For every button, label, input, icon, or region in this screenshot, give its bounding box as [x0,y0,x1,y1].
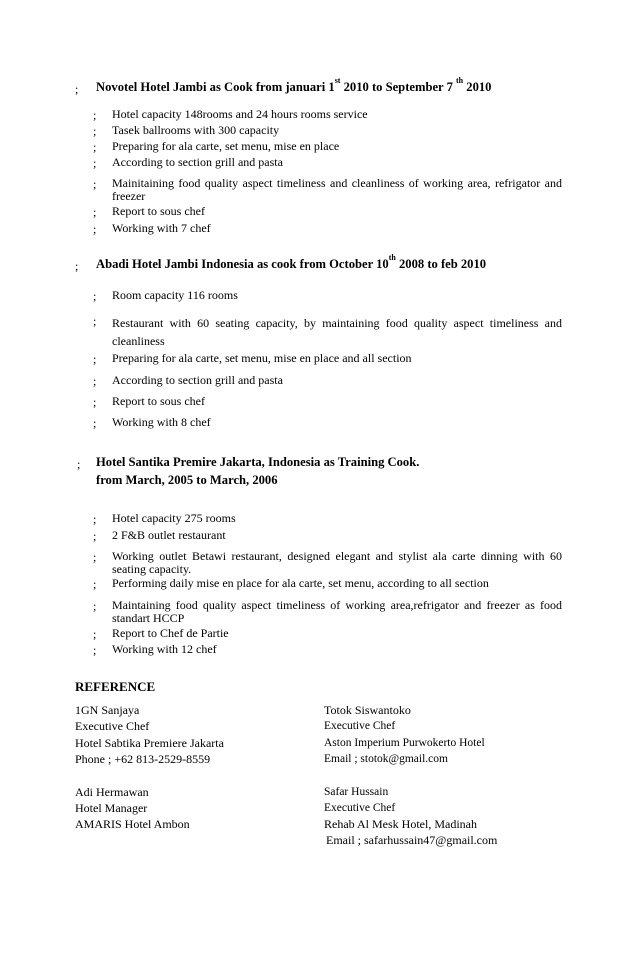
bullet: ; [93,177,97,191]
ref-email: Email ; safarhussain47@gmail.com [326,833,498,847]
ref-name: 1GN Sanjaya [75,703,140,717]
bullet: ; [93,512,97,526]
job-title: Abadi Hotel Jambi Indonesia as cook from October 10th 2008 to feb 2010 [96,253,487,271]
ref-phone: Phone ; +62 813-2529-8559 [75,752,211,766]
ref-email: Email ; stotok@gmail.com [324,753,448,765]
bullet: ; [93,577,97,591]
bullet: ; [75,82,79,96]
bullet: ; [93,289,97,303]
list-item: According to section grill and pasta [112,373,283,387]
list-item: According to section grill and pasta [112,155,283,169]
list-item: Report to sous chef [112,394,205,408]
list-item: Performing daily mise en place for ala carte, set menu, according to all section [112,576,489,590]
ref-position: Executive Chef [324,720,396,732]
ref-name: Totok Siswantoko [324,703,411,717]
bullet: ; [93,108,97,122]
list-item: Hotel capacity 275 rooms [112,511,236,525]
list-item: Maintaining food quality aspect timeliness of working area,refrigator and freezer as food standart HCCP [112,598,562,625]
bullet: ; [93,374,97,388]
bullet: ; [93,352,97,366]
list-item: Tasek ballrooms with 300 capacity [112,123,280,137]
list-item: Working with 12 chef [112,642,217,656]
list-item: 2 F&B outlet restaurant [112,528,226,542]
bullet: ; [77,457,81,471]
list-item: Working outlet Betawi restaurant, designed elegant and stylist ala carte dinning with 60 seating capacity. [112,549,562,576]
bullet: ; [93,643,97,657]
bullet: ; [93,627,97,641]
list-item: Preparing for ala carte, set menu, mise en place and all section [112,351,412,365]
ref-hotel: Rehab Al Mesk Hotel, Madinah [324,817,477,831]
list-item: Working with 7 chef [112,221,211,235]
reference-heading: REFERENCE [75,679,156,694]
bullet: ; [75,259,79,273]
ref-position: Hotel Manager [75,801,148,815]
list-item: Preparing for ala carte, set menu, mise en place [112,139,340,153]
list-item: Report to Chef de Partie [112,626,229,640]
ref-hotel: AMARIS Hotel Ambon [75,817,190,831]
ref-hotel: Hotel Sabtika Premiere Jakarta [75,736,224,750]
bullet: ; [93,416,97,430]
job-title: Hotel Santika Premire Jakarta, Indonesia as Training Cook. [96,455,420,469]
ref-name: Safar Hussain [324,786,389,798]
list-item: Working with 8 chef [112,415,211,429]
list-item: Hotel capacity 148rooms and 24 hours rooms service [112,107,368,121]
bullet: ; [93,140,97,154]
ref-position: Executive Chef [75,719,150,733]
list-item: Room capacity 116 rooms [112,288,238,302]
bullet: ; [93,550,97,564]
ref-name: Adi Hermawan [75,785,149,799]
list-item: Report to sous chef [112,204,205,218]
bullet: ; [93,599,97,613]
bullet: ; [93,222,97,236]
bullet: ; [93,156,97,170]
ref-position: Executive Chef [324,802,396,814]
list-item: Restaurant with 60 seating capacity, by maintaining food quality aspect timeliness and cleanliness [112,316,562,348]
bullet: ; [93,124,97,138]
list-item: Mainitaining food quality aspect timeliness and cleanliness of working area, refrigator and freezer [112,176,562,203]
job-dates: from March, 2005 to March, 2006 [96,473,278,487]
job-title: Novotel Hotel Jambi as Cook from januari 1st 2010 to September 7 $^{th}$ 2010 [96,76,492,94]
bullet: ; [93,314,97,328]
bullet: ; [93,395,97,409]
bullet: ; [93,529,97,543]
bullet: ; [93,205,97,219]
ref-hotel: Aston Imperium Purwokerto Hotel [324,737,485,749]
